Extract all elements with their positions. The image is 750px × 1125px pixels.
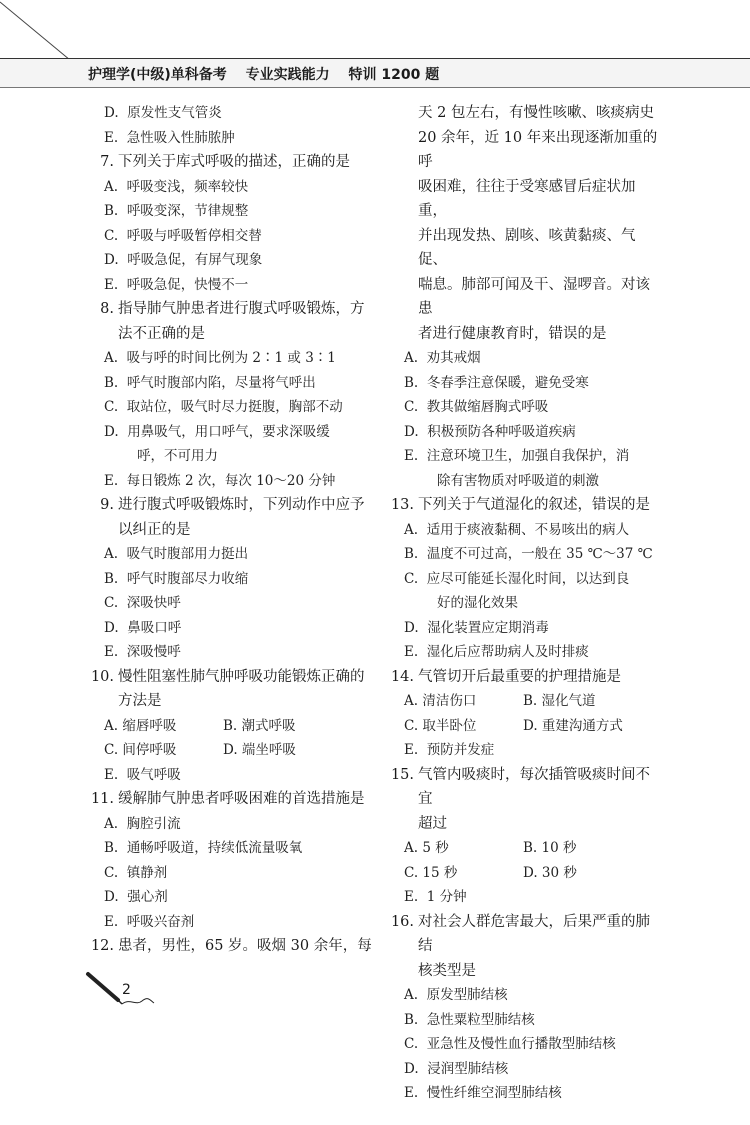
option: A. 吸与呼的时间比例为 2∶1 或 3∶1 — [104, 350, 336, 366]
question-11: 11. 缓解肺气肿患者呼吸困难的首选措施是 — [90, 791, 365, 807]
question-16: 16. 对社会人群危害最大，后果严重的肺结 — [390, 913, 650, 954]
option: D. 用鼻吸气，用口呼气，要求深吸缓 — [104, 423, 330, 440]
option: A. 适用于痰液黏稠、不易咳出的病人 — [404, 521, 630, 538]
option: D. 原发性支气管炎 — [104, 105, 222, 121]
book-title: 护理学(中级)单科备考 — [88, 67, 227, 83]
option: B. 通畅呼吸道，持续低流量吸氧 — [104, 840, 303, 856]
question-stem-cont: 天 2 包左右，有慢性咳嗽、咳痰病史 — [418, 105, 654, 121]
option-row: A. 5 秒 B. 10 秒 — [404, 840, 577, 856]
option: B. 呼吸变深，节律规整 — [104, 203, 249, 219]
option: D. 呼吸急促，有屏气现象 — [104, 252, 263, 268]
option-cont: 呼，不可用力 — [137, 448, 218, 464]
option: D. 浸润型肺结核 — [404, 1060, 509, 1077]
option: B. 温度不可过高，一般在 35 ℃～37 ℃ — [404, 546, 653, 562]
option: C. 应尽可能延长湿化时间，以达到良 — [404, 570, 630, 587]
option: E. 预防并发症 — [404, 742, 495, 758]
question-stem-cont: 超过 — [418, 815, 447, 832]
question-stem-cont: 20 余年，近 10 年来出现逐渐加重的呼 — [418, 129, 658, 170]
option: C. 镇静剂 — [104, 864, 168, 881]
option-cont: 除有害物质对呼吸道的刺激 — [437, 472, 599, 489]
left-column — [86, 101, 382, 959]
option: D. 强心剂 — [104, 889, 168, 905]
option: E. 深吸慢呼 — [104, 644, 181, 660]
option: B. 呼气时腹部尽力收缩 — [104, 570, 249, 587]
option: B. 冬春季注意保暖，避免受寒 — [404, 374, 589, 391]
option: E. 注意环境卫生，加强自我保护，消 — [404, 448, 630, 464]
option-row: A. 缩唇呼吸 B. 潮式呼吸 — [104, 717, 296, 734]
option: A. 原发型肺结核 — [404, 987, 508, 1003]
question-12: 12. 患者，男性，65 岁。吸烟 30 余年，每 — [90, 938, 372, 954]
option: C. 亚急性及慢性血行播散型肺结核 — [404, 1036, 616, 1052]
question-13: 13. 下列关于气道湿化的叙述，错误的是 — [390, 497, 650, 513]
question-stem-cont: 喘息。肺部可闻及干、湿啰音。对该患 — [418, 276, 650, 317]
option: E. 1 分钟 — [404, 889, 467, 905]
option: B. 急性粟粒型肺结核 — [404, 1011, 535, 1028]
question-14: 14. 气管切开后最重要的护理措施是 — [390, 668, 621, 685]
option: E. 每日锻炼 2 次，每次 10～20 分钟 — [104, 472, 336, 489]
question-stem-cont: 吸困难，往往于受寒感冒后症状加重， — [418, 178, 636, 219]
section-title: 专业实践能力 — [245, 67, 330, 83]
page-header — [0, 58, 750, 88]
option-row: C. 间停呼吸 D. 端坐呼吸 — [104, 742, 296, 758]
option: C. 呼吸与呼吸暂停相交替 — [104, 227, 262, 244]
option: E. 呼吸急促，快慢不一 — [104, 276, 249, 293]
question-stem-cont: 以纠正的是 — [118, 521, 191, 538]
right-column — [386, 101, 662, 1106]
option: A. 呼吸变浅，频率较快 — [104, 178, 249, 195]
option-row: C. 取半卧位 D. 重建沟通方式 — [404, 717, 623, 734]
question-stem-cont: 方法是 — [118, 693, 162, 709]
option: E. 吸气呼吸 — [104, 766, 181, 783]
series-title: 特训 1200 题 — [348, 67, 440, 83]
option: C. 教其做缩唇胸式呼吸 — [404, 399, 549, 415]
question-stem-cont: 者进行健康教育时，错误的是 — [418, 325, 607, 342]
question-7: 7. 下列关于库式呼吸的描述，正确的是 — [100, 154, 350, 170]
option: B. 呼气时腹部内陷，尽量将气呼出 — [104, 374, 316, 391]
option: E. 急性吸入性肺脓肿 — [104, 129, 235, 146]
option: D. 积极预防各种呼吸道疾病 — [404, 423, 576, 440]
option: A. 劝其戒烟 — [404, 350, 481, 366]
option: E. 湿化后应帮助病人及时排痰 — [404, 644, 589, 660]
option-row: A. 清洁伤口 B. 湿化气道 — [404, 693, 596, 709]
option: A. 胸腔引流 — [104, 815, 181, 832]
option-row: C. 15 秒 D. 30 秒 — [404, 864, 577, 881]
option: C. 深吸快呼 — [104, 595, 181, 611]
question-15: 15. 气管内吸痰时，每次插管吸痰时间不宜 — [390, 766, 650, 807]
option: C. 取站位，吸气时尽力挺腹，胸部不动 — [104, 399, 343, 415]
question-stem-cont: 并出现发热、剧咳、咳黄黏痰、气促、 — [418, 227, 636, 268]
option: E. 慢性纤维空洞型肺结核 — [404, 1085, 562, 1101]
question-9: 9. 进行腹式呼吸锻炼时，下列动作中应予 — [100, 497, 365, 513]
option: D. 鼻吸口呼 — [104, 619, 182, 636]
option: E. 呼吸兴奋剂 — [104, 913, 195, 930]
page-number: 2 — [122, 982, 131, 998]
option: A. 吸气时腹部用力挺出 — [104, 546, 249, 562]
question-10: 10. 慢性阻塞性肺气肿呼吸功能锻炼正确的 — [90, 668, 365, 685]
question-stem-cont: 法不正确的是 — [118, 325, 205, 342]
option: D. 湿化装置应定期消毒 — [404, 619, 549, 636]
question-8: 8. 指导肺气肿患者进行腹式呼吸锻炼，方 — [100, 301, 365, 317]
option-cont: 好的湿化效果 — [437, 595, 518, 611]
question-stem-cont: 核类型是 — [418, 962, 476, 979]
